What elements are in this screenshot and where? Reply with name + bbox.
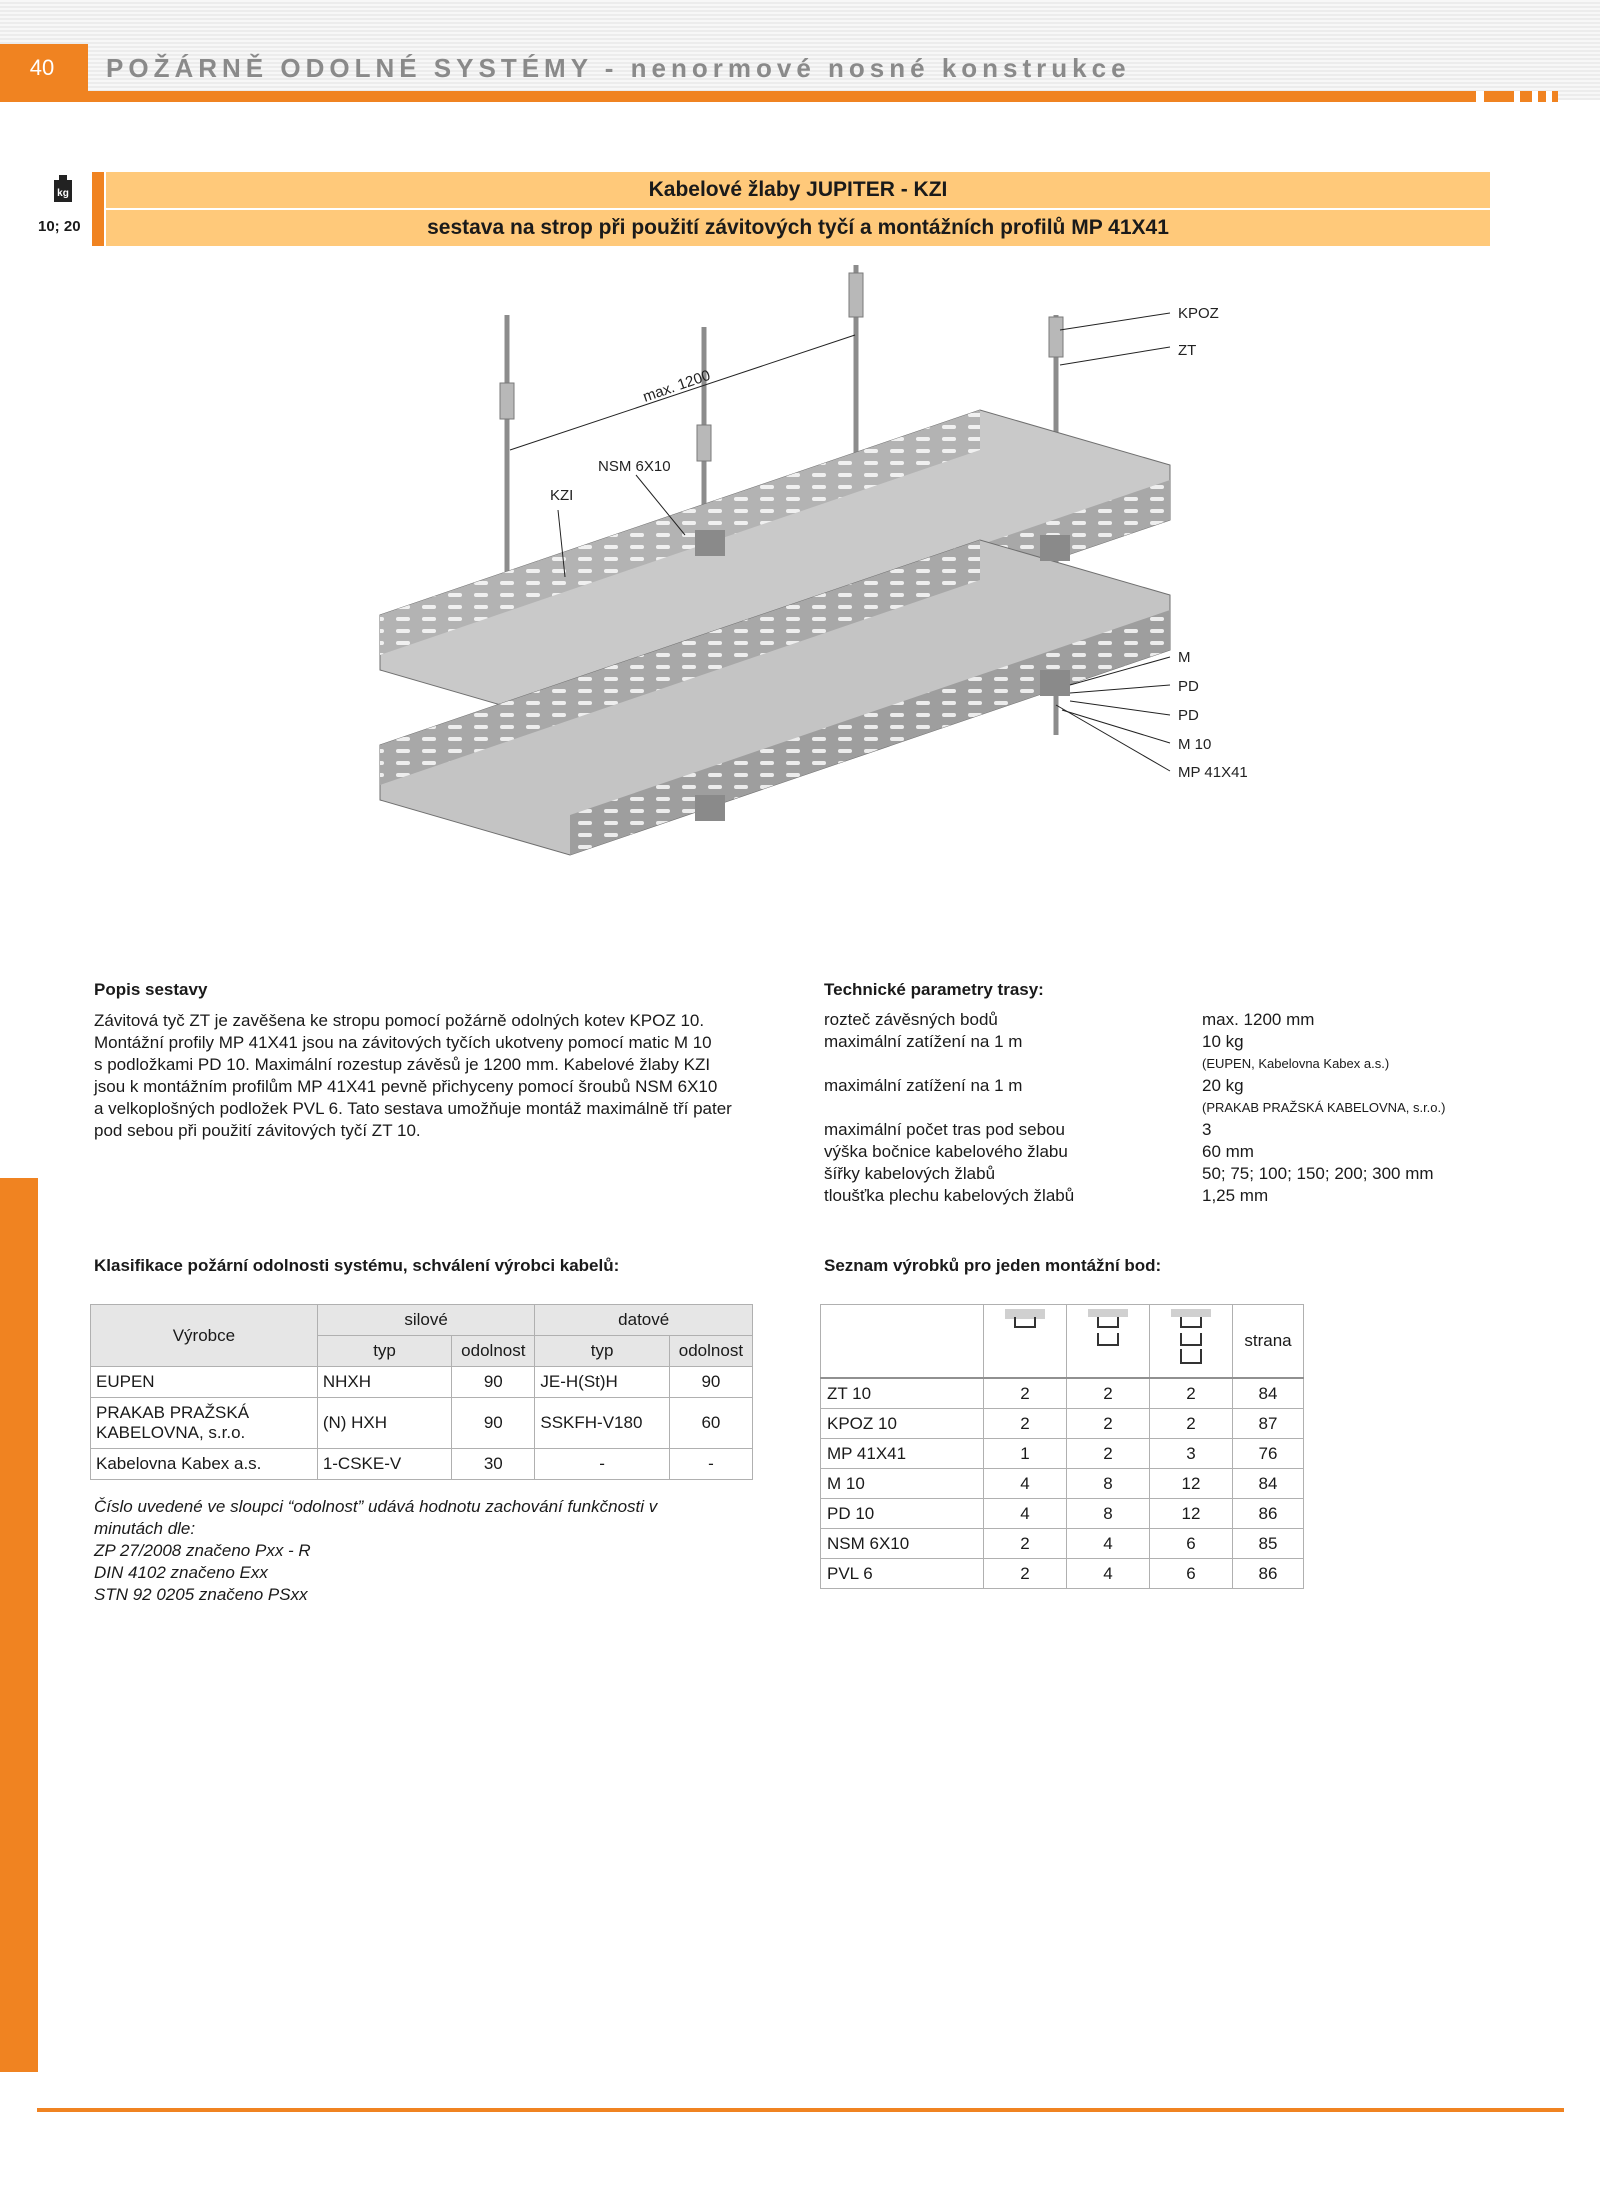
product-name: PD 10 [821, 1499, 984, 1529]
table-row [821, 1439, 1304, 1469]
tech-note: (PRAKAB PRAŽSKÁ KABELOVNA, s.r.o.) [1202, 1100, 1446, 1115]
tech-title: Technické parametry trasy: [824, 980, 1044, 999]
product-name: NSM 6X10 [821, 1529, 984, 1559]
tech-label: výška bočnice kabelového žlabu [824, 1142, 1068, 1161]
product-name: M 10 [821, 1469, 984, 1499]
products-table [820, 1304, 1304, 1589]
cell-qty: 2 [984, 1529, 1067, 1559]
tech-value: 50; 75; 100; 150; 200; 300 mm [1202, 1164, 1434, 1183]
tech-note: (EUPEN, Kabelovna Kabex a.s.) [1202, 1056, 1390, 1071]
header-gap [1546, 91, 1552, 102]
table-row [821, 1559, 1304, 1589]
description-line: a velkoplošných podložek PVL 6. Tato sestava umožňuje montáž maximálně tří pater [94, 1099, 732, 1118]
cell-typ: NHXH [317, 1367, 451, 1398]
cell-strana: 87 [1233, 1409, 1304, 1439]
cell-qty: 2 [984, 1409, 1067, 1439]
label-max: max. 1200 [640, 366, 713, 406]
description-line: pod sebou při použití závitových tyčí ZT 10. [94, 1121, 421, 1140]
cell-qty: 2 [984, 1559, 1067, 1589]
col-datove: datové [535, 1305, 753, 1336]
tech-label: rozteč závěsných bodů [824, 1010, 998, 1029]
description-line: Montážní profily MP 41X41 jsou na závitových tyčích ukotveny pomocí matic M 10 [94, 1033, 712, 1052]
cell-qty: 2 [1150, 1378, 1233, 1409]
cell-qty: 1 [984, 1439, 1067, 1469]
section-subtitle: sestava na strop při použití závitových tyčí a montážních profilů MP 41X41 [106, 210, 1490, 246]
cell-qty: 8 [1067, 1469, 1150, 1499]
header-rule [88, 91, 1558, 102]
three-tier-icon [1150, 1305, 1233, 1379]
table-row [91, 1449, 753, 1480]
table-row [821, 1378, 1304, 1409]
cell-odolnost: 90 [452, 1367, 535, 1398]
tech-label: maximální zatížení na 1 m [824, 1032, 1023, 1051]
cable-tray-diagram [340, 265, 1280, 885]
classification-title: Klasifikace požární odolnosti systému, schválení výrobci kabelů: [94, 1256, 620, 1275]
tech-label: maximální zatížení na 1 m [824, 1076, 1023, 1095]
cell-qty: 12 [1150, 1469, 1233, 1499]
cell-qty: 2 [1067, 1409, 1150, 1439]
col-vyrobce: Výrobce [91, 1305, 318, 1367]
cell-qty: 3 [1150, 1439, 1233, 1469]
side-accent-bar [0, 1178, 38, 2072]
label-pd2: PD [1178, 707, 1199, 724]
description-line: s podložkami PD 10. Maximální rozestup závěsů je 1200 mm. Kabelové žlaby KZI [94, 1055, 711, 1074]
product-name: MP 41X41 [821, 1439, 984, 1469]
label-pd1: PD [1178, 678, 1199, 695]
cell-qty: 2 [1150, 1409, 1233, 1439]
tech-params [824, 1010, 1524, 1220]
tech-value: 10 kg [1202, 1032, 1244, 1051]
section-title: Kabelové žlaby JUPITER - KZI [106, 172, 1490, 208]
classification-note [94, 1496, 657, 1606]
two-tier-icon [1067, 1305, 1150, 1379]
tech-label: tloušťka plechu kabelových žlabů [824, 1186, 1075, 1205]
products-corner [821, 1305, 984, 1379]
label-m10: M 10 [1178, 736, 1212, 753]
cell-qty: 6 [1150, 1529, 1233, 1559]
col-silove: silové [317, 1305, 535, 1336]
cell-typ: JE-H(St)H [535, 1367, 669, 1398]
title-accent [92, 172, 104, 246]
cell-qty: 2 [1067, 1378, 1150, 1409]
header-gap [1476, 91, 1484, 102]
header-gap [1532, 91, 1538, 102]
cell-qty: 2 [984, 1378, 1067, 1409]
cell-strana: 76 [1233, 1439, 1304, 1469]
cell-qty: 6 [1150, 1559, 1233, 1589]
bottom-rule [37, 2108, 1564, 2112]
svg-text:kg: kg [57, 188, 69, 199]
description-line: Závitová tyč ZT je zavěšena ke stropu pomocí požárně odolných kotev KPOZ 10. [94, 1011, 705, 1030]
cell-strana: 86 [1233, 1499, 1304, 1529]
product-name: ZT 10 [821, 1378, 984, 1409]
label-kpoz: KPOZ [1178, 305, 1219, 322]
tech-label: šířky kabelových žlabů [824, 1164, 996, 1183]
header-title: POŽÁRNĚ ODOLNÉ SYSTÉMY - nenormové nosné konstrukce [106, 53, 1131, 83]
note-line: ZP 27/2008 značeno Pxx - R [94, 1541, 311, 1560]
tech-value: 20 kg [1202, 1076, 1244, 1095]
col-typ: typ [535, 1336, 669, 1367]
table-row [821, 1469, 1304, 1499]
one-tier-icon [984, 1305, 1067, 1379]
col-odolnost: odolnost [452, 1336, 535, 1367]
cell-qty: 4 [1067, 1559, 1150, 1589]
col-odolnost: odolnost [669, 1336, 752, 1367]
page-number: 40 [29, 55, 55, 80]
cell-typ: - [535, 1449, 669, 1480]
table-row [91, 1367, 753, 1398]
note-line: STN 92 0205 značeno PSxx [94, 1585, 308, 1604]
cell-qty: 4 [984, 1469, 1067, 1499]
product-name: PVL 6 [821, 1559, 984, 1589]
cell-odolnost: 30 [452, 1449, 535, 1480]
description-title: Popis sestavy [94, 980, 208, 999]
note-line: Číslo uvedené ve sloupci “odolnost” udává hodnotu zachování funkčnosti v [94, 1497, 658, 1516]
cell-strana: 84 [1233, 1378, 1304, 1409]
cell-odolnost: 60 [669, 1398, 752, 1449]
cell-qty: 12 [1150, 1499, 1233, 1529]
cell-vyrobce: PRAKAB PRAŽSKÁ KABELOVNA, s.r.o. [91, 1398, 318, 1449]
description-text [94, 1010, 764, 1142]
weight-label: 10; 20 [38, 218, 81, 235]
table-row [821, 1499, 1304, 1529]
cell-qty: 4 [984, 1499, 1067, 1529]
tech-value: max. 1200 mm [1202, 1010, 1315, 1029]
note-line: minutách dle: [94, 1519, 196, 1538]
weight-kg-icon [52, 175, 74, 203]
tech-value: 3 [1202, 1120, 1212, 1139]
cell-odolnost: 90 [669, 1367, 752, 1398]
col-strana: strana [1233, 1305, 1304, 1379]
table-row [91, 1398, 753, 1449]
label-m: M [1178, 649, 1191, 666]
cell-qty: 8 [1067, 1499, 1150, 1529]
cell-typ: SSKFH-V180 [535, 1398, 669, 1449]
label-zt: ZT [1178, 342, 1197, 359]
cell-strana: 86 [1233, 1559, 1304, 1589]
cell-odolnost: - [669, 1449, 752, 1480]
table-row [821, 1409, 1304, 1439]
products-title: Seznam výrobků pro jeden montážní bod: [824, 1256, 1162, 1275]
product-name: KPOZ 10 [821, 1409, 984, 1439]
tech-label: maximální počet tras pod sebou [824, 1120, 1065, 1139]
cell-typ: (N) HXH [317, 1398, 451, 1449]
cell-typ: 1-CSKE-V [317, 1449, 451, 1480]
header-gap [1514, 91, 1520, 102]
classification-table [90, 1304, 753, 1480]
col-typ: typ [317, 1336, 451, 1367]
cell-strana: 84 [1233, 1469, 1304, 1499]
label-mp: MP 41X41 [1178, 764, 1248, 781]
label-nsm: NSM 6X10 [598, 458, 671, 475]
cell-vyrobce: EUPEN [91, 1367, 318, 1398]
cell-odolnost: 90 [452, 1398, 535, 1449]
table-row [821, 1529, 1304, 1559]
cell-qty: 4 [1067, 1529, 1150, 1559]
cell-vyrobce: Kabelovna Kabex a.s. [91, 1449, 318, 1480]
tech-value: 1,25 mm [1202, 1186, 1269, 1205]
tech-value: 60 mm [1202, 1142, 1254, 1161]
cell-strana: 85 [1233, 1529, 1304, 1559]
description-line: jsou k montážním profilům MP 41X41 pevně přichyceny pomocí šroubů NSM 6X10 [94, 1077, 718, 1096]
label-kzi: KZI [550, 487, 574, 504]
cell-qty: 2 [1067, 1439, 1150, 1469]
note-line: DIN 4102 značeno Exx [94, 1563, 268, 1582]
